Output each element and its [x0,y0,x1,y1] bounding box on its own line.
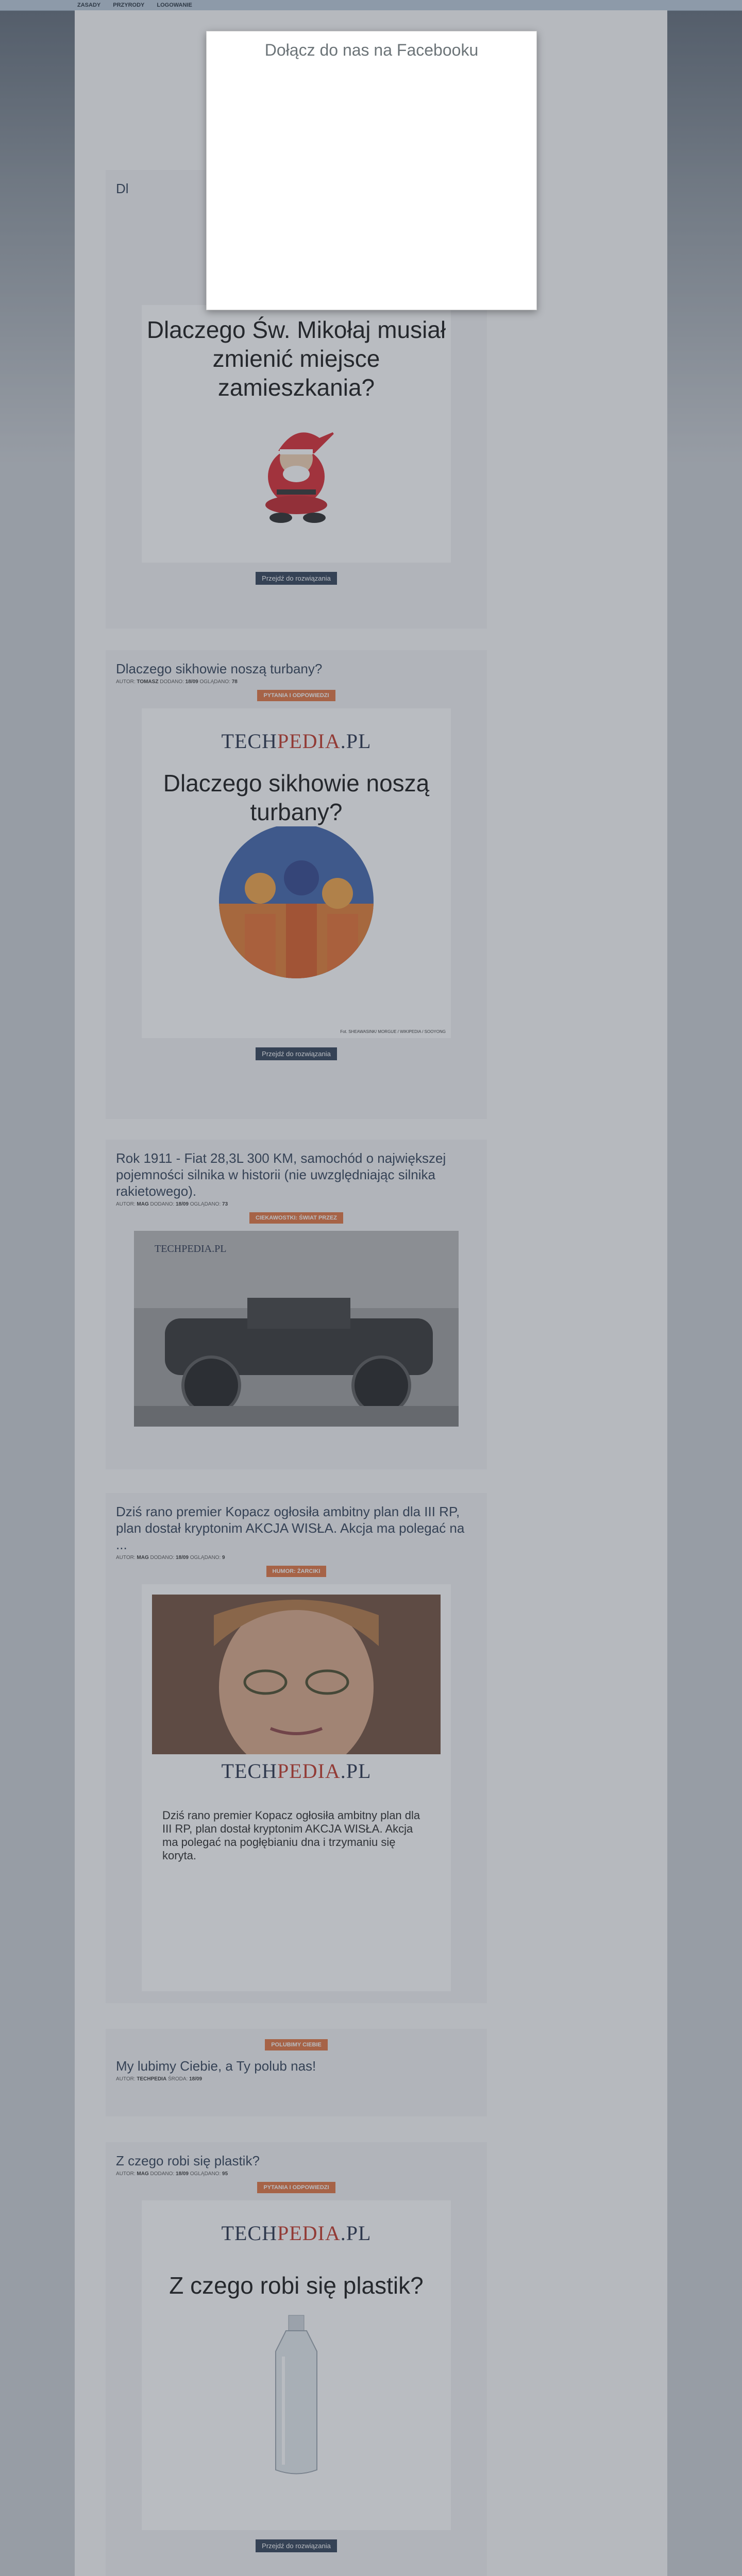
category-tag[interactable]: CIEKAWOSTKI: ŚWIAT PRZEZ [249,1212,343,1224]
nav-link-logowanie[interactable]: LOGOWANIE [157,2,192,8]
meta-label: AUTOR: [116,1555,136,1561]
meta-views: 9 [222,1555,225,1561]
meta-label: DODANO: [160,679,184,685]
article-image-title: Dlaczego Św. Mikołaj musiał zmienić miejsce zamieszkania? [146,316,446,401]
meta-date: 18/09 [175,1555,189,1561]
brand-part: .PL [340,2222,372,2245]
brand-part: PEDIA [277,1759,341,1783]
meta-author: TECHPEDIA [137,2076,167,2082]
meta-views: 73 [222,1201,228,1207]
meta-date: 18/09 [189,2076,203,2082]
read-solution-button[interactable]: Przejdź do rozwiązania [256,1047,337,1060]
read-solution-button[interactable]: Przejdź do rozwiązania [256,2539,337,2552]
article-title[interactable]: Rok 1911 - Fiat 28,3L 300 KM, samochód o największej pojemności silnika w historii (nie uwzględniając silnika rakietowego). [116,1150,446,1199]
brand-part: TECH [221,1759,277,1783]
brand-part: PEDIA [277,2222,341,2245]
meta-views: 95 [222,2171,228,2177]
nav-link-zasady[interactable]: ZASADY [77,2,101,8]
meta-date: 18/09 [185,679,198,685]
category-tag[interactable]: PYTANIA I ODPOWIEDZI [257,2182,335,2193]
meta-label: DODANO: [150,2171,175,2177]
article-title[interactable]: My lubimy Ciebie, a Ty polub nas! [116,2058,316,2074]
photo-watermark: TECHPEDIA.PL [155,1243,227,1255]
meta-label: AUTOR: [116,2171,136,2177]
meta-label: AUTOR: [116,1201,136,1207]
read-solution-button[interactable]: Przejdź do rozwiązania [256,572,337,585]
meta-label: OGLĄDANO: [199,679,230,685]
meta-label: OGLĄDANO: [190,1201,221,1207]
meta-label: AUTOR: [116,679,136,685]
meta-author: MAG [137,1201,149,1207]
brand-part: TECH [221,2222,277,2245]
meta-label: OGLĄDANO: [190,1555,221,1561]
photo-credit: Fot. SHEAWASINK/ MORGUE / WIKIPEDIA / SOOYONG [340,1029,446,1034]
meta-label: ŚRODA: [167,2076,188,2082]
nav-link-przyrody[interactable]: PRZYRODY [113,2,145,8]
brand-part: .PL [340,1759,372,1783]
meta-label: DODANO: [150,1201,175,1207]
meta-date: 18/09 [175,1201,189,1207]
category-tag[interactable]: HUMOR: ŻARCIKI [266,1566,327,1577]
meta-views: 78 [231,679,238,685]
meta-author: MAG [137,1555,149,1561]
brand-part: TECH [221,730,277,753]
article-image-text: Dziś rano premier Kopacz ogłosiła ambitny plan dla III RP, plan dostał kryptonim AKCJA WISŁA. Akcja ma polegać na pogłębianiu dna i trzymaniu się koryta. [162,1809,420,1862]
article-image-title: Z czego robi się plastik? [169,2272,424,2299]
meta-date: 18/09 [175,2171,189,2177]
brand-part: PEDIA [277,730,341,753]
category-tag[interactable]: PYTANIA I ODPOWIEDZI [257,690,335,701]
brand-part: .PL [340,730,372,753]
article-image-title: Dlaczego sikhowie noszą turbany? [163,770,430,825]
facebook-modal [206,31,537,310]
facebook-modal-title: Dołącz do nas na Facebooku [264,41,479,59]
meta-author: MAG [137,2171,149,2177]
meta-label: DODANO: [150,1555,175,1561]
article-title[interactable]: Z czego robi się plastik? [116,2153,260,2168]
article-title[interactable]: Dlaczego sikhowie noszą turbany? [116,661,323,676]
meta-label: AUTOR: [116,2076,136,2082]
article-title[interactable]: Dziś rano premier Kopacz ogłosiła ambitny plan dla III RP, plan dostał kryptonim AKCJA WISŁA. Akcja ma polegać na ... [116,1504,465,1552]
meta-label: OGLĄDANO: [190,2171,221,2177]
meta-author: TOMASZ [137,679,159,685]
category-tag[interactable]: POLUBIMY CIEBIE [265,2039,328,2050]
article-title[interactable]: Dl [116,181,129,196]
